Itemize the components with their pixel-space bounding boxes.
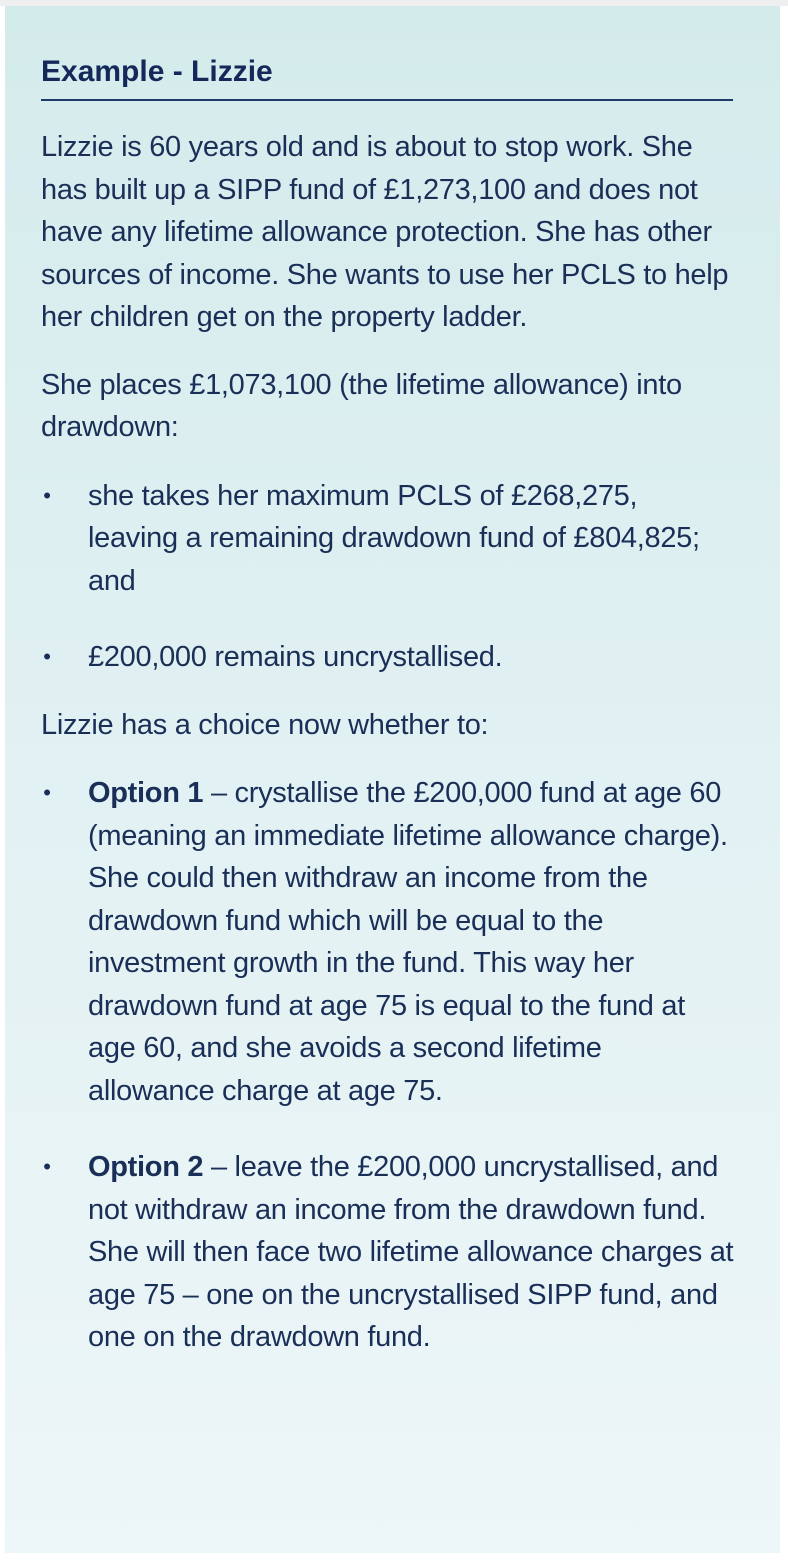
bullet-icon: • (43, 1154, 51, 1179)
bullet-icon: • (43, 482, 51, 508)
bullet-icon: • (43, 644, 51, 669)
choice-intro: Lizzie has a choice now whether to: (41, 708, 489, 741)
intro-paragraph: Lizzie is 60 years old and is about to stop work. She has built up a SIPP fund of £1,273,100 and does not have any lifetime allowance protection. She has other sources of income. She wants to use her PCLS to help her children get on the property ladder. (41, 131, 729, 333)
option-label: Option 1 (88, 777, 204, 809)
options-list (41, 772, 734, 1359)
option-label: Option 2 (88, 1151, 204, 1183)
drawdown-list (41, 475, 734, 679)
example-box (5, 6, 780, 1553)
example-title: Example - Lizzie (41, 54, 733, 101)
option-text: – leave the £200,000 uncrystallised, and not withdraw an income from the drawdown fund. She will then face two lifetime allowance charges at age 75 – one on the uncrystallised SIPP fund, and one on the drawdown fund. (88, 1151, 734, 1353)
list-item: • £200,000 remains uncrystallised. (41, 636, 734, 679)
option-item (41, 1146, 734, 1359)
drawdown-intro: She places £1,073,100 (the lifetime allowance) into drawdown: (41, 368, 682, 443)
bullet-icon: • (43, 780, 51, 805)
option-text: – crystallise the £200,000 fund at age 60 (meaning an immediate lifetime allowance charge). She could then withdraw an income from the drawdown fund which will be equal to the investment growth in the fund. This way her drawdown fund at age 75 is equal to the fund at age 60, and she avoids a second lifetime allowance charge at age 75. (88, 777, 728, 1107)
option-item (41, 772, 734, 1112)
list-item: • she takes her maximum PCLS of £268,275, leaving a remaining drawdown fund of £804,825; and (41, 475, 734, 603)
